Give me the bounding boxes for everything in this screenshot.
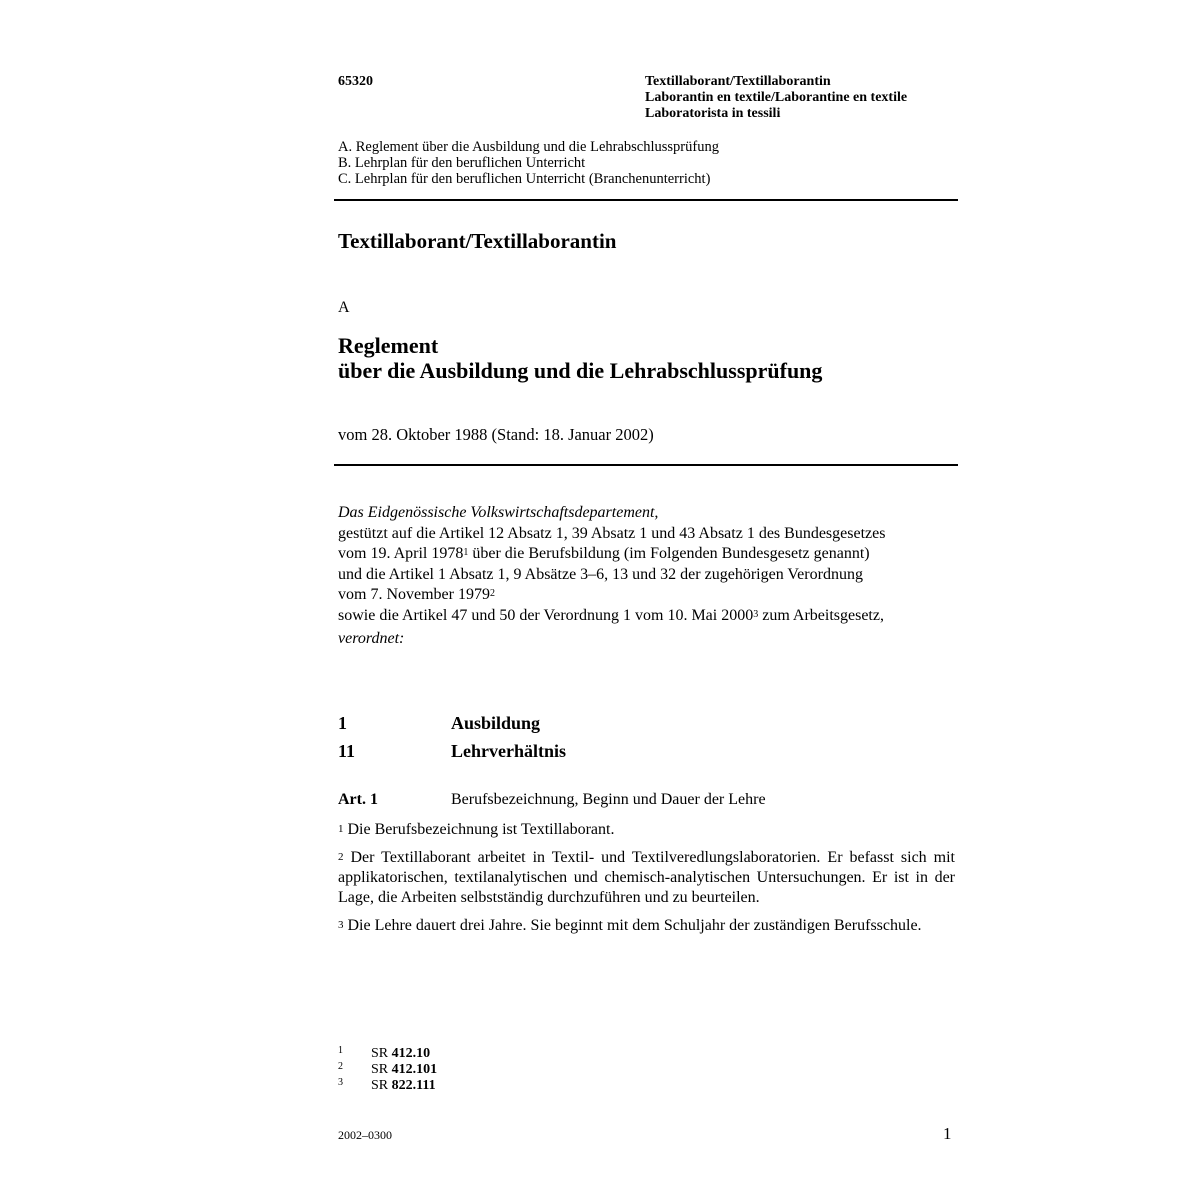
preamble-line-2 [338, 544, 958, 565]
footnote-ref-1[interactable]: 1 [463, 547, 469, 558]
paragraph-number: 3 [338, 919, 344, 931]
contents-list [338, 139, 719, 187]
footnote-ref-3[interactable]: 3 [753, 608, 759, 620]
paragraph-number: 2 [338, 851, 344, 863]
preamble-line-5 [338, 606, 958, 627]
header-title-it: Laboratorista in tessili [645, 106, 781, 121]
footnote-prefix: SR [371, 1046, 392, 1061]
preamble [338, 503, 958, 650]
article-paragraph-3 [338, 916, 955, 936]
footnote-text [371, 1078, 436, 1094]
preamble-line-2-rest: über die Berufsbildung (im Folgenden Bundesgesetz genannt) [468, 545, 870, 562]
preamble-line-2-text: vom 19. April 1978 [338, 545, 464, 562]
paragraph-number: 1 [338, 823, 344, 835]
footnote-number: 1 [338, 1045, 343, 1056]
contents-item-a: A. Reglement über die Ausbildung und die Lehrabschlussprüfung [338, 139, 719, 155]
divider-middle [334, 464, 958, 466]
reglement-title-line1: Reglement [338, 333, 439, 358]
footnote-prefix: SR [371, 1062, 392, 1077]
footnote-number: 2 [338, 1061, 343, 1072]
article-paragraph-2 [338, 848, 955, 908]
section-number: 1 [338, 713, 347, 733]
footnote-reference: 412.10 [391, 1046, 431, 1061]
divider-top [334, 199, 958, 201]
footer-code: 2002–0300 [338, 1128, 392, 1142]
footnote-prefix: SR [371, 1078, 392, 1093]
preamble-authority: Das Eidgenössische Volkswirtschaftsdepartement, [338, 504, 659, 521]
contents-item-b: B. Lehrplan für den beruflichen Unterricht [338, 155, 586, 171]
article-title: Berufsbezeichnung, Beginn und Dauer der Lehre [451, 791, 766, 808]
reglement-date: vom 28. Oktober 1988 (Stand: 18. Januar 2002) [338, 425, 654, 444]
main-title: Textillaborant/Textillaborantin [338, 229, 617, 253]
section-number: 11 [338, 741, 356, 761]
section-title: Lehrverhältnis [451, 741, 566, 761]
reglement-title-line2: über die Ausbildung und die Lehrabschlussprüfung [338, 358, 823, 383]
paragraph-text: Die Lehre dauert drei Jahre. Sie beginnt mit dem Schuljahr der zuständigen Berufsschule. [343, 917, 922, 934]
section-title: Ausbildung [451, 713, 541, 733]
header-title-de: Textillaborant/Textillaborantin [645, 74, 831, 89]
preamble-line-4-text: vom 7. November 1979 [338, 586, 490, 603]
preamble-line-1: gestützt auf die Artikel 12 Absatz 1, 39 Absatz 1 und 43 Absatz 1 des Bundesgesetzes [338, 524, 886, 542]
preamble-line-5-text: sowie die Artikel 47 und 50 der Verordnung 1 vom 10. Mai 2000 [338, 606, 754, 624]
page-number: 1 [943, 1124, 952, 1143]
paragraph-text: Die Berufsbezeichnung ist Textillaborant. [343, 821, 615, 838]
footnote-reference: 412.101 [391, 1062, 438, 1077]
preamble-line-4 [338, 585, 958, 606]
header-title-fr: Laborantin en textile/Laborantine en textile [645, 90, 908, 105]
document-number: 65320 [338, 74, 373, 89]
footnote-number: 3 [338, 1077, 343, 1088]
contents-item-c: C. Lehrplan für den beruflichen Unterricht (Branchenunterricht) [338, 171, 711, 187]
preamble-line-3: und die Artikel 1 Absatz 1, 9 Absätze 3–6, 13 und 32 der zugehörigen Verordnung [338, 565, 863, 583]
part-letter: A [338, 299, 350, 316]
header-titles [645, 74, 907, 122]
article-label: Art. 1 [338, 791, 378, 808]
footnote-text [371, 1046, 430, 1062]
footnote-ref-2[interactable]: 2 [489, 588, 495, 599]
footnote-text [371, 1062, 437, 1078]
paragraph-text: Der Textillaborant arbeitet in Textil- und Textilveredlungslaboratorien. Er befasst sich mit applikatorischen, textilanalytischen und chemisch-analytischen Untersuchungen. Er ist in der Lage, die Arbeiten selbstständig durchzuführen und zu beurteilen. [338, 849, 955, 906]
preamble-line-5-rest: zum Arbeitsgesetz, [758, 606, 884, 624]
footnote-reference: 822.111 [391, 1078, 436, 1093]
preamble-verordnet: verordnet: [338, 630, 405, 647]
article-paragraph-1 [338, 820, 955, 840]
reglement-title [338, 333, 822, 383]
